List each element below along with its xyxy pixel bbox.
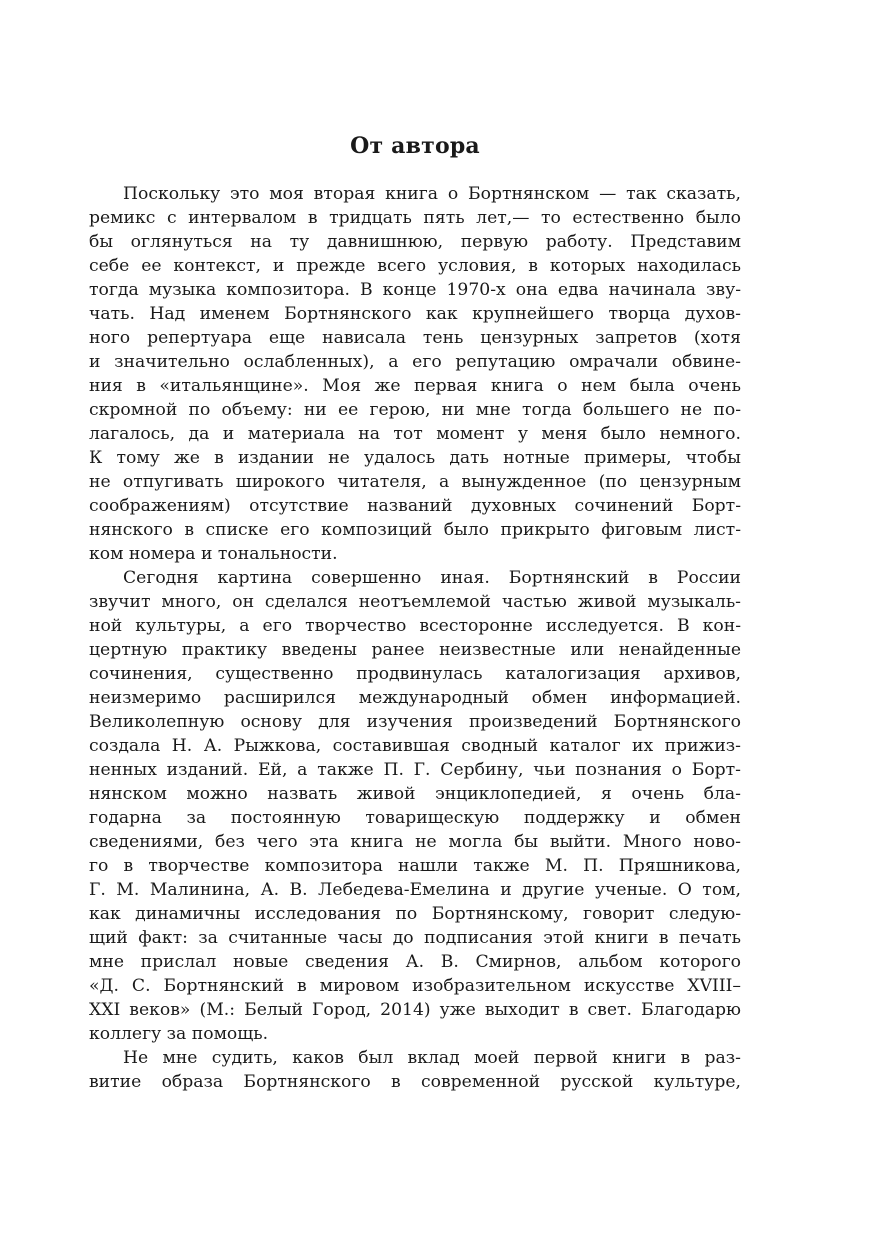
text-line: витие образа Бортнянского в современной русской культуре, — [89, 1072, 741, 1092]
text-line: себе ее контекст, и прежде всего условия, в которых находилась — [89, 256, 741, 276]
text-line: «Д. С. Бортнянский в мировом изобразительном искусстве XVIII– — [89, 976, 741, 996]
text-line: нянского в списке его композиций было прикрыто фиговым лист- — [89, 520, 741, 540]
text-line: ного репертуара еще нависала тень цензурных запретов (хотя — [89, 328, 741, 348]
text-line: соображениям) отсутствие названий духовных сочинений Борт- — [89, 496, 741, 516]
paragraph — [89, 182, 741, 566]
text-line: не отпугивать широкого читателя, а вынужденное (по цензурным — [89, 472, 741, 492]
page-body — [89, 132, 741, 1094]
text-line: тогда музыка композитора. В конце 1970-х она едва начинала зву- — [89, 280, 741, 300]
text-line: скромной по объему: ни ее герою, ни мне тогда большего не по- — [89, 400, 741, 420]
text-line: щий факт: за считанные часы до подписания этой книги в печать — [89, 928, 741, 948]
text-line: цертную практику введены ранее неизвестные или ненайденные — [89, 640, 741, 660]
text-line: ной культуры, а его творчество всесторонне исследуется. В кон- — [89, 616, 741, 636]
text-line: сведениями, без чего эта книга не могла бы выйти. Много ново- — [89, 832, 741, 852]
text-line: как динамичны исследования по Бортнянскому, говорит следую- — [89, 904, 741, 924]
text-line: го в творчестве композитора нашли также М. П. Пряшникова, — [89, 856, 741, 876]
text-line: Г. М. Малинина, А. В. Лебедева-Емелина и другие ученые. О том, — [89, 880, 741, 900]
text-line: сочинения, существенно продвинулась каталогизация архивов, — [89, 664, 741, 684]
text-body — [89, 182, 741, 1094]
text-line: К тому же в издании не удалось дать нотные примеры, чтобы — [89, 448, 741, 468]
text-line: годарна за постоянную товарищескую поддержку и обмен — [89, 808, 741, 828]
text-line: ненных изданий. Ей, а также П. Г. Сербину, чьи познания о Борт- — [89, 760, 741, 780]
paragraph — [89, 566, 741, 1046]
text-line: звучит много, он сделался неотъемлемой частью живой музыкаль- — [89, 592, 741, 612]
text-line: мне прислал новые сведения А. В. Смирнов, альбом которого — [89, 952, 741, 972]
text-line: Сегодня картина совершенно иная. Бортнянский в России — [123, 568, 741, 588]
text-line: нянском можно назвать живой энциклопедией, я очень бла- — [89, 784, 741, 804]
text-line: XXI веков» (М.: Белый Город, 2014) уже выходит в свет. Благодарю — [89, 1000, 741, 1020]
text-line: бы оглянуться на ту давнишнюю, первую работу. Представим — [89, 232, 741, 252]
text-line: чать. Над именем Бортнянского как крупнейшего творца духов- — [89, 304, 741, 324]
text-line: создала Н. А. Рыжкова, составившая сводный каталог их прижиз- — [89, 736, 741, 756]
text-line: Великолепную основу для изучения произведений Бортнянского — [89, 712, 741, 732]
text-line: и значительно ослабленных), а его репутацию омрачали обвине- — [89, 352, 741, 372]
text-line: Поскольку это моя вторая книга о Бортнянском — так сказать, — [123, 184, 741, 204]
text-line: лагалось, да и материала на тот момент у меня было немного. — [89, 424, 741, 444]
text-line: коллегу за помощь. — [89, 1024, 269, 1044]
paragraph — [89, 1046, 741, 1094]
text-line: ния в «итальянщине». Моя же первая книга о нем была очень — [89, 376, 741, 396]
text-line: ремикс с интервалом в тридцать пять лет,— то естественно было — [89, 208, 741, 228]
text-line: неизмеримо расширился международный обмен информацией. — [89, 688, 741, 708]
text-line: Не мне судить, каков был вклад моей первой книги в раз- — [123, 1048, 741, 1068]
page-title: От автора — [350, 133, 480, 159]
text-line: ком номера и тональности. — [89, 544, 338, 564]
